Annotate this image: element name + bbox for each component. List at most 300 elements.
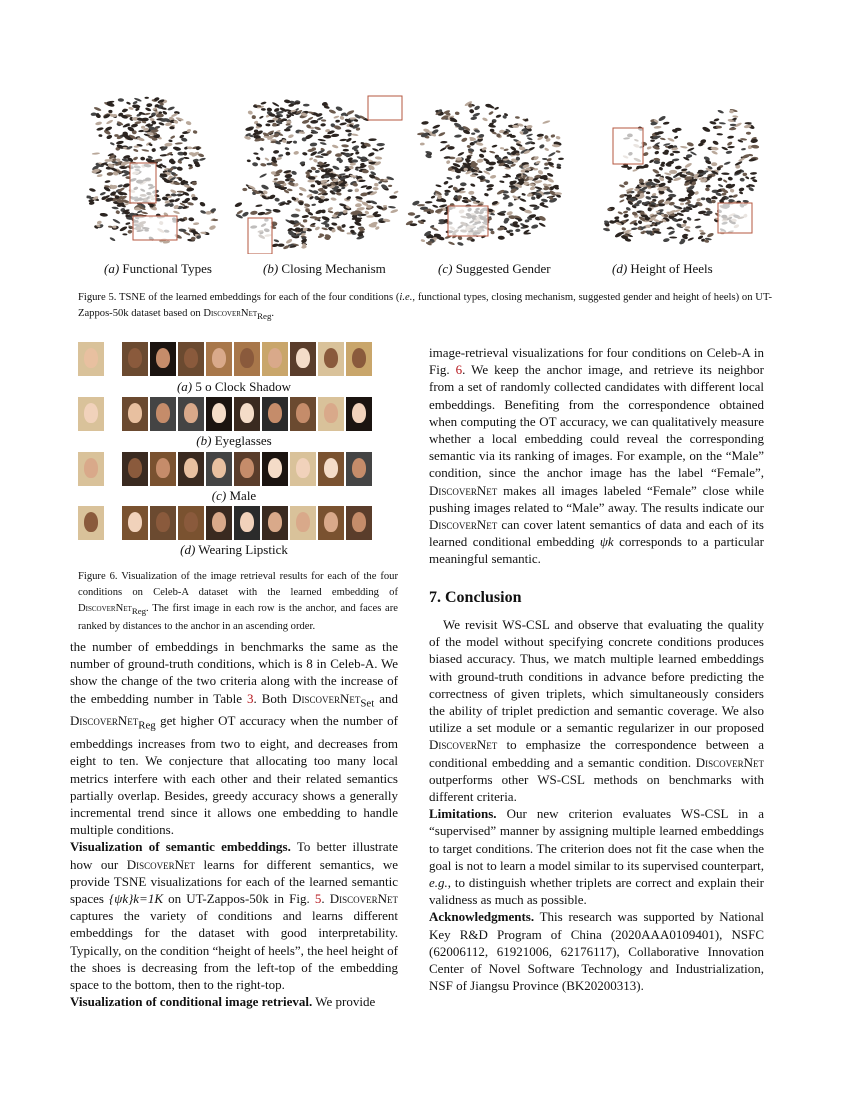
shoe-thumbnail bbox=[125, 222, 130, 225]
psi-set-math: {ψk}k=1K bbox=[109, 891, 164, 907]
shoe-thumbnail bbox=[321, 119, 326, 122]
shoe-thumbnail bbox=[110, 142, 115, 146]
shoe-thumbnail bbox=[531, 196, 535, 199]
retrieved-face-image bbox=[150, 342, 176, 376]
shoe-thumbnail bbox=[521, 193, 526, 196]
shoe-thumbnail bbox=[694, 191, 699, 196]
retrieved-face-image bbox=[150, 397, 176, 431]
retrieved-face-image bbox=[346, 506, 372, 540]
shoe-thumbnail bbox=[640, 183, 644, 185]
retrieved-face-image bbox=[262, 452, 288, 486]
paragraph-semantic-embeddings: Visualization of semantic embeddings. To better illustrate how our DiscoverNet learns for different semantics, we provide TSNE visualizations for each of the learned semantic spaces {ψk}k=1K on UT-Zappos-50k in Fig. 5. DiscoverNet captures the variety of conditions and learns different embeddings for the dataset with good interpretability. Typically, on the condition “height of heels”, the heel height of the shoes is decreasing from the left-top of the embedding space to the bottom, then to the right-top. bbox=[70, 839, 398, 993]
shoe-thumbnail bbox=[706, 185, 711, 188]
shoe-thumbnail bbox=[490, 174, 497, 179]
retrieved-face-image bbox=[290, 506, 316, 540]
shoe-thumbnail bbox=[368, 152, 376, 158]
shoe-thumbnail bbox=[751, 144, 760, 148]
shoe-thumbnail bbox=[355, 203, 362, 207]
shoe-thumbnail bbox=[284, 99, 291, 104]
shoe-thumbnail bbox=[285, 152, 290, 156]
shoe-thumbnail bbox=[140, 157, 145, 161]
figure-5-tsne-plots bbox=[78, 88, 772, 254]
shoe-thumbnail bbox=[293, 140, 297, 143]
shoe-thumbnail bbox=[742, 173, 747, 177]
shoe-thumbnail bbox=[491, 144, 497, 148]
shoe-thumbnail bbox=[489, 150, 495, 153]
shoe-thumbnail bbox=[260, 163, 266, 167]
shoe-thumbnail bbox=[527, 137, 533, 141]
shoe-thumbnail bbox=[539, 144, 546, 150]
shoe-thumbnail bbox=[728, 195, 733, 198]
fig6-face-row-c bbox=[78, 452, 390, 486]
shoe-thumbnail bbox=[187, 202, 194, 206]
shoe-thumbnail bbox=[299, 193, 304, 196]
shoe-thumbnail bbox=[668, 194, 676, 198]
shoe-thumbnail bbox=[374, 183, 379, 187]
shoe-thumbnail bbox=[455, 175, 461, 180]
retrieved-face-image bbox=[346, 452, 372, 486]
shoe-thumbnail bbox=[420, 239, 425, 243]
shoe-thumbnail bbox=[498, 235, 505, 239]
shoe-thumbnail bbox=[118, 98, 124, 102]
figure-5-link[interactable]: 5 bbox=[314, 891, 322, 907]
shoe-thumbnail bbox=[705, 207, 711, 211]
shoe-thumbnail bbox=[106, 134, 113, 140]
shoe-thumbnail bbox=[288, 134, 295, 139]
shoe-thumbnail bbox=[440, 141, 447, 144]
shoe-thumbnail bbox=[652, 168, 660, 174]
shoe-thumbnail bbox=[684, 228, 691, 232]
shoe-thumbnail bbox=[727, 141, 733, 146]
fig5-subcaption-c: (c) Suggested Gender bbox=[438, 261, 551, 276]
shoe-thumbnail bbox=[511, 151, 516, 155]
shoe-thumbnail bbox=[310, 142, 318, 147]
retrieved-face-image bbox=[178, 452, 204, 486]
shoe-thumbnail bbox=[109, 237, 116, 242]
shoe-thumbnail bbox=[500, 147, 504, 149]
shoe-thumbnail bbox=[330, 197, 336, 201]
shoe-thumbnail bbox=[294, 182, 299, 187]
shoe-thumbnail bbox=[265, 208, 272, 211]
anchor-face-image bbox=[78, 397, 104, 431]
shoe-thumbnail bbox=[454, 134, 462, 138]
retrieved-face-image bbox=[234, 452, 260, 486]
shoe-thumbnail bbox=[647, 207, 652, 212]
shoe-thumbnail bbox=[621, 227, 626, 231]
shoe-thumbnail bbox=[457, 151, 465, 156]
shoe-thumbnail bbox=[742, 200, 748, 203]
shoe-thumbnail bbox=[261, 108, 266, 111]
shoe-thumbnail bbox=[351, 133, 359, 136]
shoe-thumbnail bbox=[261, 184, 270, 191]
shoe-thumbnail bbox=[170, 135, 176, 139]
shoe-thumbnail bbox=[327, 207, 333, 212]
shoe-thumbnail bbox=[383, 205, 387, 207]
shoe-thumbnail bbox=[96, 127, 104, 131]
shoe-thumbnail bbox=[637, 220, 642, 225]
shoe-thumbnail bbox=[100, 213, 109, 218]
shoe-thumbnail bbox=[126, 101, 131, 105]
shoe-thumbnail bbox=[328, 210, 334, 214]
shoe-thumbnail bbox=[645, 195, 652, 200]
shoe-thumbnail bbox=[285, 179, 290, 182]
shoe-thumbnail bbox=[696, 198, 701, 202]
shoe-thumbnail bbox=[341, 144, 349, 148]
retrieved-face-image bbox=[122, 506, 148, 540]
shoe-thumbnail bbox=[199, 157, 206, 161]
shoe-thumbnail bbox=[519, 198, 527, 203]
shoe-thumbnail bbox=[752, 179, 758, 183]
shoe-thumbnail bbox=[193, 130, 198, 134]
shoe-thumbnail bbox=[313, 158, 318, 163]
shoe-thumbnail bbox=[461, 137, 468, 143]
shoe-thumbnail bbox=[182, 151, 187, 156]
shoe-thumbnail bbox=[372, 187, 378, 191]
shoe-thumbnail bbox=[259, 147, 264, 152]
shoe-thumbnail bbox=[746, 132, 751, 135]
shoe-thumbnail bbox=[335, 120, 340, 123]
shoe-thumbnail bbox=[183, 157, 189, 160]
shoe-thumbnail bbox=[173, 210, 180, 215]
shoe-thumbnail bbox=[170, 189, 177, 194]
retrieved-face-image bbox=[318, 342, 344, 376]
fig6-face-row-b bbox=[78, 397, 390, 431]
shoe-thumbnail bbox=[680, 146, 688, 149]
retrieved-face-image bbox=[262, 342, 288, 376]
shoe-thumbnail bbox=[732, 115, 738, 118]
shoe-thumbnail bbox=[92, 152, 100, 155]
zoom-inset-box bbox=[368, 96, 402, 120]
shoe-thumbnail bbox=[408, 212, 415, 216]
fig6-row-label-b: (b) Eyeglasses bbox=[196, 433, 272, 448]
shoe-thumbnail bbox=[646, 191, 651, 194]
shoe-thumbnail bbox=[431, 195, 436, 199]
left-column-text bbox=[70, 638, 398, 1010]
shoe-thumbnail bbox=[438, 131, 446, 137]
shoe-thumbnail bbox=[739, 178, 744, 182]
shoe-thumbnail bbox=[256, 156, 261, 161]
shoe-thumbnail bbox=[457, 241, 464, 246]
shoe-thumbnail bbox=[448, 185, 454, 189]
shoe-thumbnail bbox=[97, 220, 103, 225]
shoe-thumbnail bbox=[236, 209, 243, 215]
shoe-thumbnail bbox=[133, 156, 139, 161]
shoe-thumbnail bbox=[174, 197, 181, 202]
shoe-thumbnail bbox=[388, 206, 396, 209]
shoe-thumbnail bbox=[151, 148, 156, 153]
retrieved-face-image bbox=[206, 506, 232, 540]
shoe-thumbnail bbox=[494, 106, 499, 110]
shoe-thumbnail bbox=[686, 142, 694, 148]
shoe-thumbnail bbox=[314, 226, 320, 231]
shoe-thumbnail bbox=[376, 143, 384, 146]
shoe-thumbnail bbox=[723, 179, 728, 183]
shoe-thumbnail bbox=[510, 135, 516, 138]
shoe-thumbnail bbox=[667, 137, 675, 142]
shoe-thumbnail bbox=[169, 126, 174, 129]
shoe-thumbnail bbox=[320, 142, 327, 146]
shoe-thumbnail bbox=[349, 226, 355, 229]
shoe-thumbnail bbox=[631, 227, 638, 230]
right-column-text-top bbox=[429, 344, 764, 568]
shoe-thumbnail bbox=[168, 139, 173, 142]
shoe-thumbnail bbox=[625, 206, 631, 211]
shoe-thumbnail bbox=[307, 179, 315, 182]
shoe-thumbnail bbox=[727, 176, 733, 181]
shoe-thumbnail bbox=[469, 109, 475, 114]
shoe-thumbnail bbox=[273, 150, 279, 154]
shoe-thumbnail bbox=[375, 156, 383, 160]
shoe-thumbnail bbox=[98, 134, 102, 137]
shoe-thumbnail bbox=[713, 118, 719, 122]
shoe-thumbnail bbox=[524, 118, 529, 122]
shoe-thumbnail bbox=[388, 185, 392, 187]
shoe-thumbnail bbox=[556, 150, 561, 153]
shoe-thumbnail bbox=[510, 233, 514, 236]
shoe-thumbnail bbox=[614, 216, 619, 220]
shoe-thumbnail bbox=[727, 146, 735, 149]
shoe-thumbnail bbox=[542, 158, 548, 160]
shoe-thumbnail bbox=[529, 186, 535, 191]
shoe-thumbnail bbox=[200, 209, 207, 214]
shoe-thumbnail bbox=[111, 206, 118, 209]
shoe-thumbnail bbox=[309, 157, 314, 161]
shoe-thumbnail bbox=[134, 145, 140, 147]
shoe-thumbnail bbox=[311, 203, 316, 206]
shoe-thumbnail bbox=[302, 152, 308, 156]
shoe-thumbnail bbox=[738, 187, 744, 192]
shoe-thumbnail bbox=[729, 127, 737, 130]
shoe-thumbnail bbox=[274, 178, 279, 181]
shoe-thumbnail bbox=[509, 185, 516, 188]
shoe-thumbnail bbox=[116, 140, 124, 145]
shoe-thumbnail bbox=[468, 191, 474, 195]
fig6-row-label-a: (a) 5 o Clock Shadow bbox=[176, 379, 292, 394]
shoe-thumbnail bbox=[546, 157, 552, 162]
shoe-thumbnail bbox=[647, 146, 652, 150]
shoe-thumbnail bbox=[446, 160, 451, 165]
shoe-thumbnail bbox=[107, 172, 114, 176]
retrieved-face-image bbox=[290, 397, 316, 431]
shoe-thumbnail bbox=[95, 121, 102, 126]
shoe-thumbnail bbox=[670, 153, 674, 156]
retrieved-face-image bbox=[206, 342, 232, 376]
shoe-thumbnail bbox=[546, 172, 553, 177]
shoe-thumbnail bbox=[160, 154, 168, 157]
retrieved-face-image bbox=[318, 506, 344, 540]
shoe-thumbnail bbox=[368, 138, 376, 141]
shoe-thumbnail bbox=[443, 180, 449, 185]
shoe-thumbnail bbox=[209, 225, 217, 231]
shoe-thumbnail bbox=[265, 123, 270, 126]
retrieved-face-image bbox=[122, 342, 148, 376]
shoe-thumbnail bbox=[718, 183, 724, 187]
shoe-thumbnail bbox=[177, 191, 185, 193]
shoe-thumbnail bbox=[106, 119, 114, 125]
shoe-thumbnail bbox=[284, 129, 291, 132]
retrieved-face-image bbox=[178, 397, 204, 431]
shoe-thumbnail bbox=[525, 141, 533, 146]
shoe-thumbnail bbox=[707, 232, 715, 238]
shoe-thumbnail bbox=[538, 222, 546, 227]
shoe-thumbnail bbox=[745, 176, 750, 180]
shoe-thumbnail bbox=[253, 152, 259, 155]
shoe-thumbnail bbox=[672, 151, 680, 154]
shoe-thumbnail bbox=[347, 189, 352, 192]
shoe-thumbnail bbox=[284, 147, 289, 151]
shoe-thumbnail bbox=[544, 167, 549, 169]
retrieved-face-image bbox=[178, 342, 204, 376]
shoe-thumbnail bbox=[293, 151, 299, 156]
shoe-thumbnail bbox=[623, 213, 629, 218]
shoe-thumbnail bbox=[471, 132, 475, 135]
fig5-subcaption-d: (d) Height of Heels bbox=[612, 261, 713, 276]
shoe-thumbnail bbox=[705, 187, 710, 191]
shoe-thumbnail bbox=[446, 176, 452, 180]
shoe-thumbnail bbox=[108, 110, 112, 113]
shoe-thumbnail bbox=[104, 180, 110, 183]
zoom-inset-box bbox=[133, 216, 177, 240]
shoe-thumbnail bbox=[250, 210, 258, 215]
shoe-thumbnail bbox=[702, 126, 711, 133]
shoe-thumbnail bbox=[430, 226, 439, 231]
shoe-thumbnail bbox=[351, 140, 356, 143]
shoe-thumbnail bbox=[744, 122, 751, 124]
retrieved-face-image bbox=[290, 452, 316, 486]
shoe-thumbnail bbox=[482, 117, 488, 122]
shoe-thumbnail bbox=[699, 229, 704, 232]
fig5-subcaption-b: (b) Closing Mechanism bbox=[263, 261, 386, 276]
shoe-thumbnail bbox=[314, 126, 321, 131]
shoe-thumbnail bbox=[676, 212, 684, 217]
shoe-thumbnail bbox=[515, 229, 520, 233]
shoe-thumbnail bbox=[259, 173, 267, 179]
shoe-thumbnail bbox=[247, 159, 251, 162]
retrieved-face-image bbox=[318, 452, 344, 486]
shoe-thumbnail bbox=[425, 201, 433, 204]
shoe-thumbnail bbox=[617, 211, 623, 215]
shoe-thumbnail bbox=[711, 150, 718, 155]
shoe-thumbnail bbox=[132, 104, 140, 109]
shoe-thumbnail bbox=[127, 229, 132, 233]
shoe-thumbnail bbox=[537, 169, 544, 175]
shoe-thumbnail bbox=[186, 187, 194, 192]
shoe-thumbnail bbox=[141, 211, 148, 215]
shoe-thumbnail bbox=[658, 115, 667, 122]
table-3-link[interactable]: 3 bbox=[247, 690, 254, 706]
paragraph-acknowledgments: Acknowledgments. This research was supported by National Key R&D Program of China (2020AAA0109401), NSFC (62006112, 61921006, 62176117), Collaborative Innovation Center of Novel Software Technology and Industrialization, NSF of Jiangsu Province (BK20200313). bbox=[429, 909, 764, 994]
retrieved-face-image bbox=[150, 506, 176, 540]
shoe-thumbnail bbox=[264, 157, 269, 161]
shoe-thumbnail bbox=[333, 115, 339, 119]
figure-6-link[interactable]: 6 bbox=[455, 362, 463, 378]
shoe-thumbnail bbox=[420, 142, 425, 145]
paragraph-conditional-retrieval: Visualization of conditional image retrieval. We provide bbox=[70, 994, 376, 1010]
shoe-thumbnail bbox=[278, 154, 283, 157]
fig6-row-label-d: (d) Wearing Lipstick bbox=[180, 542, 288, 557]
shoe-thumbnail bbox=[389, 195, 397, 199]
shoe-thumbnail bbox=[470, 183, 476, 188]
shoe-thumbnail bbox=[531, 224, 539, 230]
shoe-thumbnail bbox=[117, 184, 123, 188]
shoe-thumbnail bbox=[684, 162, 692, 169]
shoe-thumbnail bbox=[484, 193, 489, 197]
shoe-thumbnail bbox=[264, 211, 272, 216]
shoe-thumbnail bbox=[122, 233, 127, 235]
zoom-inset-box bbox=[718, 203, 752, 233]
shoe-thumbnail bbox=[544, 147, 549, 151]
shoe-thumbnail bbox=[455, 111, 460, 115]
shoe-thumbnail bbox=[310, 120, 318, 124]
shoe-thumbnail bbox=[341, 224, 346, 229]
shoe-thumbnail bbox=[716, 133, 723, 136]
shoe-thumbnail bbox=[619, 199, 625, 203]
shoe-thumbnail bbox=[682, 220, 687, 225]
shoe-thumbnail bbox=[643, 151, 649, 156]
shoe-thumbnail bbox=[146, 103, 152, 107]
shoe-thumbnail bbox=[167, 106, 175, 111]
shoe-thumbnail bbox=[379, 147, 385, 151]
shoe-thumbnail bbox=[93, 106, 101, 111]
shoe-thumbnail bbox=[252, 162, 258, 167]
fig6-face-row-a bbox=[78, 342, 390, 376]
shoe-thumbnail bbox=[717, 109, 724, 114]
shoe-thumbnail bbox=[421, 121, 429, 125]
shoe-thumbnail bbox=[89, 188, 96, 193]
shoe-thumbnail bbox=[122, 183, 130, 189]
paragraph-embedding-number: the number of embeddings in benchmarks the same as the number of ground-truth conditions, which is 8 in Celeb-A. We show the change of the two criteria along with the increase of the embedding number in Table 3. Both DiscoverNet$_{Set}$ and DiscoverNet$_{Reg}$ get higher OT accuracy when the number of embeddings increases from two to eight, and decreases from eight to ten. We conjecture that allocating too many local metrics interfere with each other and their related semantics partially overlap. Besides, greedy accuracy shows a generally incremental trend since it allows one embedding to handle multiple conditions. bbox=[70, 639, 398, 838]
shoe-thumbnail bbox=[499, 180, 505, 183]
shoe-thumbnail bbox=[274, 197, 280, 202]
shoe-thumbnail bbox=[176, 166, 183, 171]
shoe-thumbnail bbox=[730, 124, 736, 126]
retrieved-face-image bbox=[346, 397, 372, 431]
retrieved-face-image bbox=[150, 452, 176, 486]
shoe-thumbnail bbox=[212, 219, 218, 221]
zoom-inset-box bbox=[448, 206, 488, 236]
shoe-thumbnail bbox=[291, 170, 297, 175]
shoe-thumbnail bbox=[435, 184, 442, 188]
shoe-thumbnail bbox=[669, 236, 677, 238]
shoe-thumbnail bbox=[193, 222, 199, 225]
right-column-text-bottom bbox=[429, 616, 764, 994]
shoe-thumbnail bbox=[247, 110, 253, 115]
shoe-thumbnail bbox=[354, 188, 359, 192]
shoe-thumbnail bbox=[675, 165, 682, 169]
shoe-thumbnail bbox=[171, 113, 179, 118]
retrieved-face-image bbox=[262, 397, 288, 431]
shoe-thumbnail bbox=[187, 146, 193, 149]
shoe-thumbnail bbox=[272, 101, 280, 107]
shoe-thumbnail bbox=[476, 158, 484, 163]
paragraph-conclusion: We revisit WS-CSL and observe that evaluating the quality of the model without specifying concrete conditions produces biased accuracy. Thus, we match multiple learned embeddings with ground-truth conditions in advance before predicting the correctness of given triplets, which simultaneously considers the ability of triplet prediction and semantic coverage. We also utilize a set module or a semantic regularizer in our proposed DiscoverNet to emphasize the correspondence between a conditional embedding and a semantic condition. DiscoverNet outperforms other WS-CSL methods on benchmarks with different criteria. bbox=[429, 617, 764, 805]
shoe-thumbnail bbox=[339, 115, 345, 120]
shoe-thumbnail bbox=[272, 243, 279, 247]
shoe-thumbnail bbox=[542, 120, 550, 125]
shoe-thumbnail bbox=[276, 156, 283, 160]
shoe-thumbnail bbox=[158, 122, 165, 126]
shoe-thumbnail bbox=[272, 208, 280, 213]
fig5-subcaption-a: (a) Functional Types bbox=[104, 261, 212, 276]
shoe-thumbnail bbox=[726, 150, 733, 154]
shoe-thumbnail bbox=[533, 155, 539, 160]
shoe-thumbnail bbox=[730, 188, 735, 193]
shoe-thumbnail bbox=[390, 209, 398, 214]
shoe-thumbnail bbox=[332, 144, 339, 149]
shoe-thumbnail bbox=[260, 101, 266, 105]
shoe-thumbnail bbox=[741, 148, 746, 151]
shoe-thumbnail bbox=[291, 214, 299, 218]
